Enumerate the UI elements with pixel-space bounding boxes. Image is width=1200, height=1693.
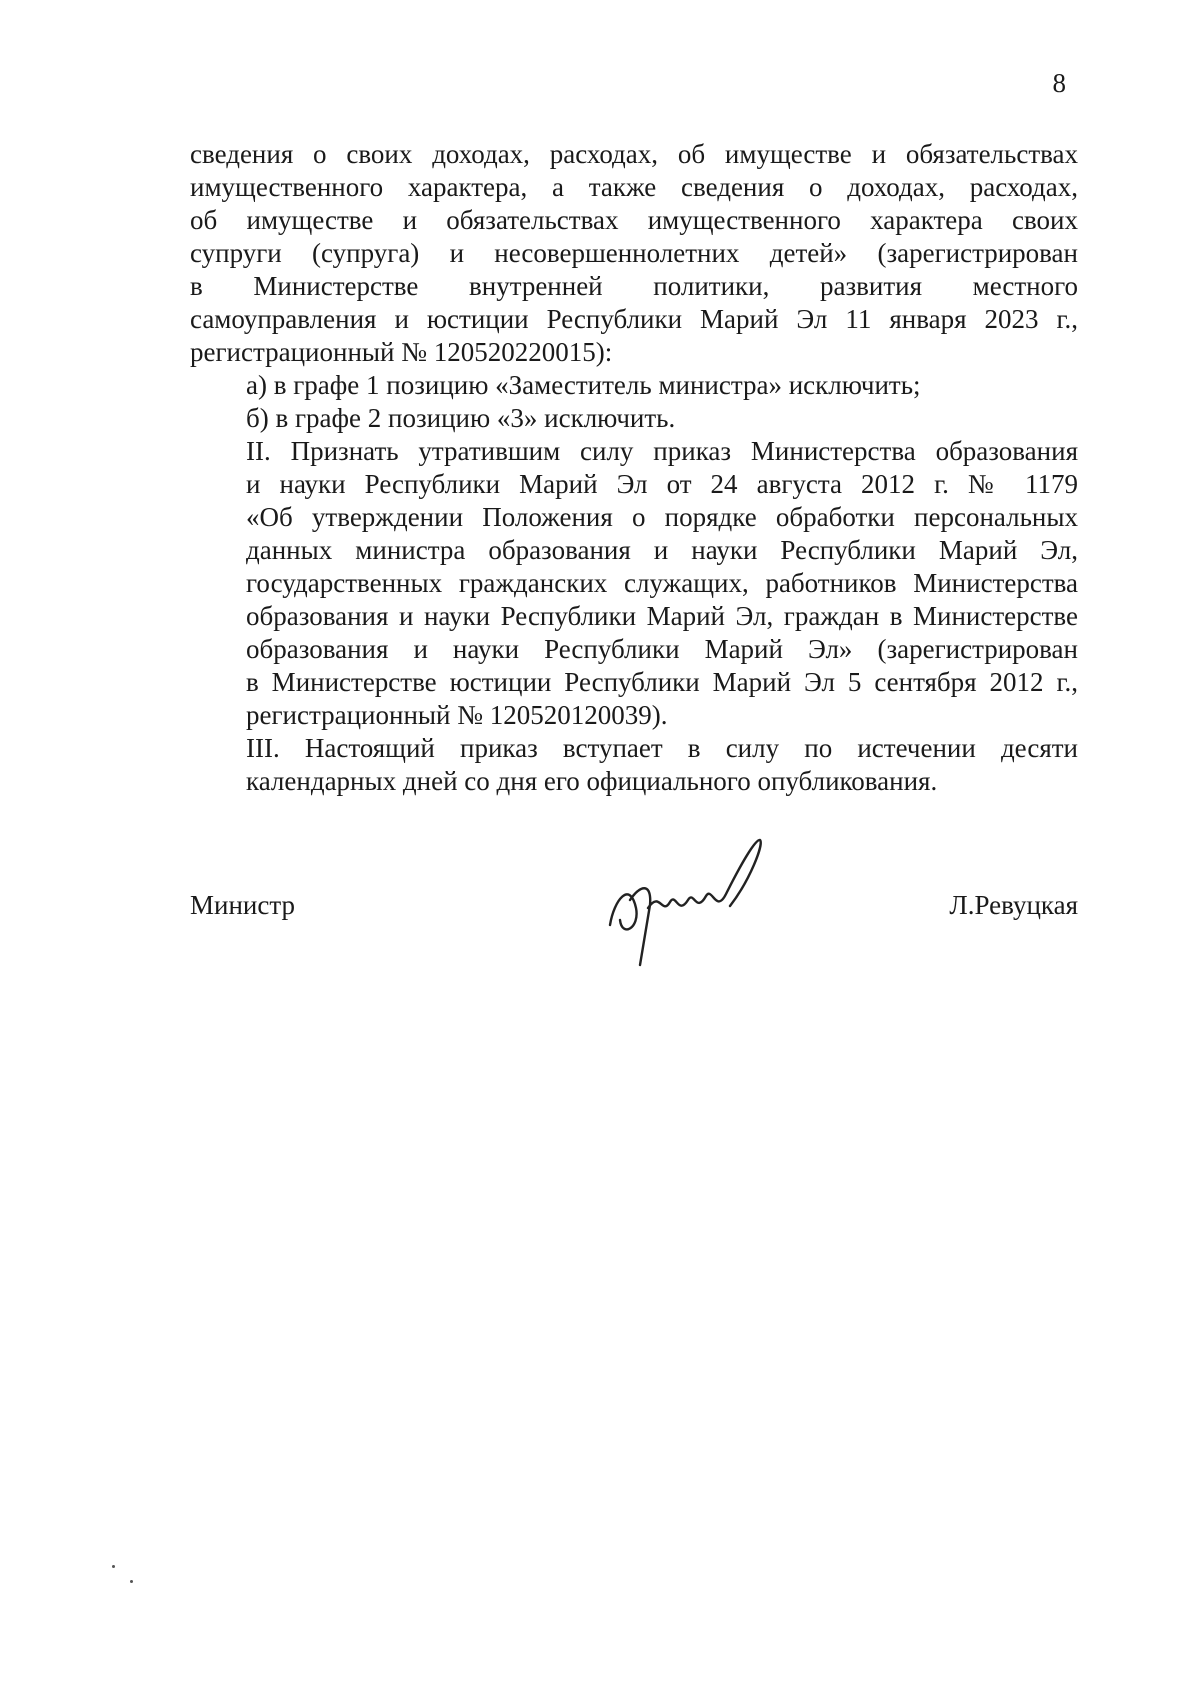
text-line: данных министра образования и науки Республики Марий Эл, xyxy=(246,535,1078,565)
text-line: в Министерстве внутренней политики, развития местного xyxy=(190,271,1078,301)
paragraph xyxy=(190,402,1078,435)
scan-speck xyxy=(130,1580,133,1583)
text-line: а) в графе 1 позицию «Заместитель министра» исключить; xyxy=(246,370,921,400)
text-line: регистрационный № 120520120039). xyxy=(246,700,668,730)
text-line: II. Признать утратившим силу приказ Министерства образования xyxy=(246,436,1078,466)
document-body xyxy=(190,138,1078,798)
page-number: 8 xyxy=(1052,68,1066,98)
text-line: супруги (супруга) и несовершеннолетних детей» (зарегистрирован xyxy=(190,238,1078,268)
text-line: календарных дней со дня его официального опубликования. xyxy=(246,766,938,796)
paragraph xyxy=(190,435,1078,732)
scan-speck xyxy=(112,1565,115,1568)
text-line: и науки Республики Марий Эл от 24 августа 2012 г. № 1179 xyxy=(246,469,1078,499)
text-line: государственных гражданских служащих, работников Министерства xyxy=(246,568,1078,598)
signer-name: Л.Ревуцкая xyxy=(949,890,1078,920)
handwritten-signature xyxy=(600,830,780,970)
text-line: б) в графе 2 позицию «3» исключить. xyxy=(246,403,676,433)
signer-title: Министр xyxy=(190,890,295,920)
paragraph xyxy=(190,732,1078,798)
text-line: образования и науки Республики Марий Эл» (зарегистрирован xyxy=(246,634,1078,664)
text-line: имущественного характера, а также сведения о доходах, расходах, xyxy=(190,172,1078,202)
paragraph xyxy=(190,138,1078,369)
text-line: об имуществе и обязательствах имущественного характера своих xyxy=(190,205,1078,235)
text-line: III. Настоящий приказ вступает в силу по истечении десяти xyxy=(246,733,1078,763)
text-line: сведения о своих доходах, расходах, об имуществе и обязательствах xyxy=(190,139,1078,169)
text-line: регистрационный № 120520220015): xyxy=(190,337,613,367)
paragraph xyxy=(190,369,1078,402)
text-line: образования и науки Республики Марий Эл, граждан в Министерстве xyxy=(246,601,1078,631)
text-line: в Министерстве юстиции Республики Марий Эл 5 сентября 2012 г., xyxy=(246,667,1078,697)
text-line: «Об утверждении Положения о порядке обработки персональных xyxy=(246,502,1078,532)
text-line: самоуправления и юстиции Республики Марий Эл 11 января 2023 г., xyxy=(190,304,1078,334)
